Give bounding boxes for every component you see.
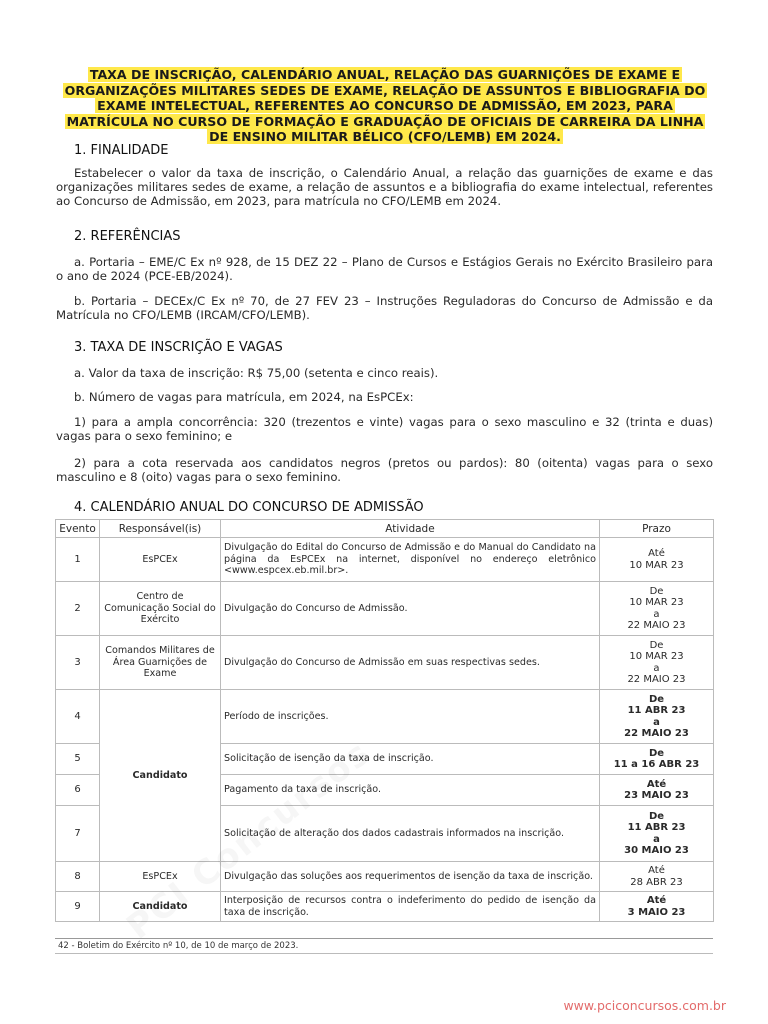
calendar-table [55, 519, 714, 922]
prazo-line: 11 ABR 23 [627, 822, 686, 833]
cell-prazo [600, 690, 714, 744]
cell-prazo [600, 892, 714, 922]
cell-evento: 8 [56, 862, 100, 892]
cell-evento: 6 [56, 775, 100, 806]
prazo-line: De [648, 693, 665, 705]
cell-atividade: Divulgação das soluções aos requerimentos de isenção da taxa de inscrição. [221, 862, 600, 892]
cell-evento: 3 [56, 636, 100, 690]
prazo-line: 22 MAIO 23 [624, 728, 689, 739]
cell-atividade: Interposição de recursos contra o indeferimento do pedido de isenção da taxa de inscrição. [221, 892, 600, 922]
table-row [56, 582, 714, 636]
cell-prazo [600, 636, 714, 690]
paragraph-referencia-b: b. Portaria – DECEx/C Ex nº 70, de 27 FEV 23 – Instruções Reguladoras do Concurso de Admissão e da Matrícula no CFO/LEMB (IRCAM/CFO/LEMB). [56, 294, 713, 323]
cell-prazo [600, 862, 714, 892]
document-title [56, 67, 714, 145]
section-heading-finalidade: 1. FINALIDADE [74, 143, 169, 158]
prazo-line: Até [648, 548, 665, 559]
section-heading-calendario: 4. CALENDÁRIO ANUAL DO CONCURSO DE ADMISSÃO [74, 500, 424, 515]
site-link[interactable]: www.pciconcursos.com.br [563, 998, 726, 1013]
cell-prazo [600, 538, 714, 582]
cell-responsavel: EsPCEx [100, 538, 221, 582]
prazo-line: 10 MAR 23 [629, 597, 684, 608]
cell-evento: 1 [56, 538, 100, 582]
cell-atividade: Divulgação do Edital do Concurso de Admissão e do Manual do Candidato na página da EsPCEx na internet, disponível no endereço eletrônico <www.espcex.eb.mil.br>. [221, 538, 600, 582]
prazo-line: 11 a 16 ABR 23 [613, 759, 700, 770]
prazo-line: De [649, 639, 664, 651]
cell-prazo [600, 744, 714, 775]
footer-divider-bottom [55, 953, 713, 954]
prazo-line: 11 ABR 23 [627, 705, 686, 716]
cell-atividade: Solicitação de alteração dos dados cadastrais informados na inscrição. [221, 806, 600, 862]
prazo-line: 30 MAIO 23 [624, 845, 689, 856]
prazo-line: Até [646, 778, 667, 790]
footer-text: 42 - Boletim do Exército nº 10, de 10 de março de 2023. [58, 941, 299, 951]
prazo-line: Até [648, 865, 665, 876]
prazo-line: a [653, 716, 660, 728]
header-prazo: Prazo [600, 520, 714, 538]
prazo-line: a [653, 662, 660, 674]
prazo-line: 23 MAIO 23 [624, 790, 689, 801]
cell-evento: 9 [56, 892, 100, 922]
prazo-line: a [653, 833, 660, 845]
cell-atividade: Divulgação do Concurso de Admissão em suas respectivas sedes. [221, 636, 600, 690]
paragraph-taxa-b1: 1) para a ampla concorrência: 320 (trezentos e vinte) vagas para o sexo masculino e 32 (trinta e duas) vagas para o sexo feminino; e [56, 415, 713, 444]
prazo-line: Até [646, 895, 667, 906]
paragraph-taxa-a: a. Valor da taxa de inscrição: R$ 75,00 (setenta e cinco reais). [74, 366, 439, 380]
section-heading-referencias: 2. REFERÊNCIAS [74, 229, 181, 244]
section-heading-taxa: 3. TAXA DE INSCRIÇÃO E VAGAS [74, 340, 283, 355]
header-atividade: Atividade [221, 520, 600, 538]
paragraph-taxa-b2: 2) para a cota reservada aos candidatos negros (pretos ou pardos): 80 (oitenta) vagas para o sexo masculino e 8 (oito) vagas para o sexo feminino. [56, 456, 713, 485]
table-row [56, 538, 714, 582]
prazo-line: a [653, 608, 660, 620]
cell-evento: 2 [56, 582, 100, 636]
cell-atividade: Período de inscrições. [221, 690, 600, 744]
title-highlight: TAXA DE INSCRIÇÃO, CALENDÁRIO ANUAL, RELAÇÃO DAS GUARNIÇÕES DE EXAME E ORGANIZAÇÕES MILITARES SEDES DE EXAME, RELAÇÃO DE ASSUNTOS E BIBLIOGRAFIA DO EXAME INTELECTUAL, REFERENTES AO CONCURSO DE ADMISSÃO, EM 2023, PARA MATRÍCULA NO CURSO DE FORMAÇÃO E GRADUAÇÃO DE OFICIAIS DE CARREIRA DA LINHA DE ENSINO MILITAR BÉLICO (CFO/LEMB) EM 2024. [64, 67, 706, 144]
cell-atividade: Divulgação do Concurso de Admissão. [221, 582, 600, 636]
prazo-line: De [649, 585, 664, 597]
cell-atividade: Solicitação de isenção da taxa de inscrição. [221, 744, 600, 775]
prazo-line: De [648, 747, 665, 759]
prazo-line: 10 MAR 23 [629, 559, 684, 571]
prazo-line: 3 MAIO 23 [627, 906, 686, 918]
table-row [56, 636, 714, 690]
prazo-line: De [648, 810, 665, 822]
cell-responsavel: Comandos Militares de Área Guarnições de Exame [100, 636, 221, 690]
cell-prazo [600, 582, 714, 636]
cell-responsavel-candidato: Candidato [100, 690, 221, 862]
paragraph-referencia-a: a. Portaria – EME/C Ex nº 928, de 15 DEZ 22 – Plano de Cursos e Estágios Gerais no Exército Brasileiro para o ano de 2024 (PCE-EB/2024). [56, 255, 713, 284]
paragraph-finalidade: Estabelecer o valor da taxa de inscrição, o Calendário Anual, a relação das guarnições de exame e das organizações militares sedes de exame, a relação de assuntos e a bibliografia do exame intelectual, referentes ao Concurso de Admissão, em 2023, para matrícula no CFO/LEMB em 2024. [56, 166, 713, 209]
cell-responsavel: Centro de Comunicação Social do Exército [100, 582, 221, 636]
header-responsavel: Responsável(is) [100, 520, 221, 538]
cell-prazo [600, 775, 714, 806]
footer-divider [55, 938, 713, 939]
cell-responsavel: EsPCEx [100, 862, 221, 892]
cell-prazo [600, 806, 714, 862]
cell-atividade: Pagamento da taxa de inscrição. [221, 775, 600, 806]
prazo-line: 28 ABR 23 [630, 876, 683, 888]
header-evento: Evento [56, 520, 100, 538]
cell-responsavel: Candidato [100, 892, 221, 922]
cell-evento: 5 [56, 744, 100, 775]
cell-evento: 7 [56, 806, 100, 862]
table-row [56, 690, 714, 744]
paragraph-taxa-b: b. Número de vagas para matrícula, em 2024, na EsPCEx: [74, 390, 414, 404]
table-header-row [56, 520, 714, 538]
prazo-line: 10 MAR 23 [629, 651, 684, 662]
prazo-line: 22 MAIO 23 [627, 674, 686, 685]
prazo-line: 22 MAIO 23 [627, 620, 686, 631]
cell-evento: 4 [56, 690, 100, 744]
